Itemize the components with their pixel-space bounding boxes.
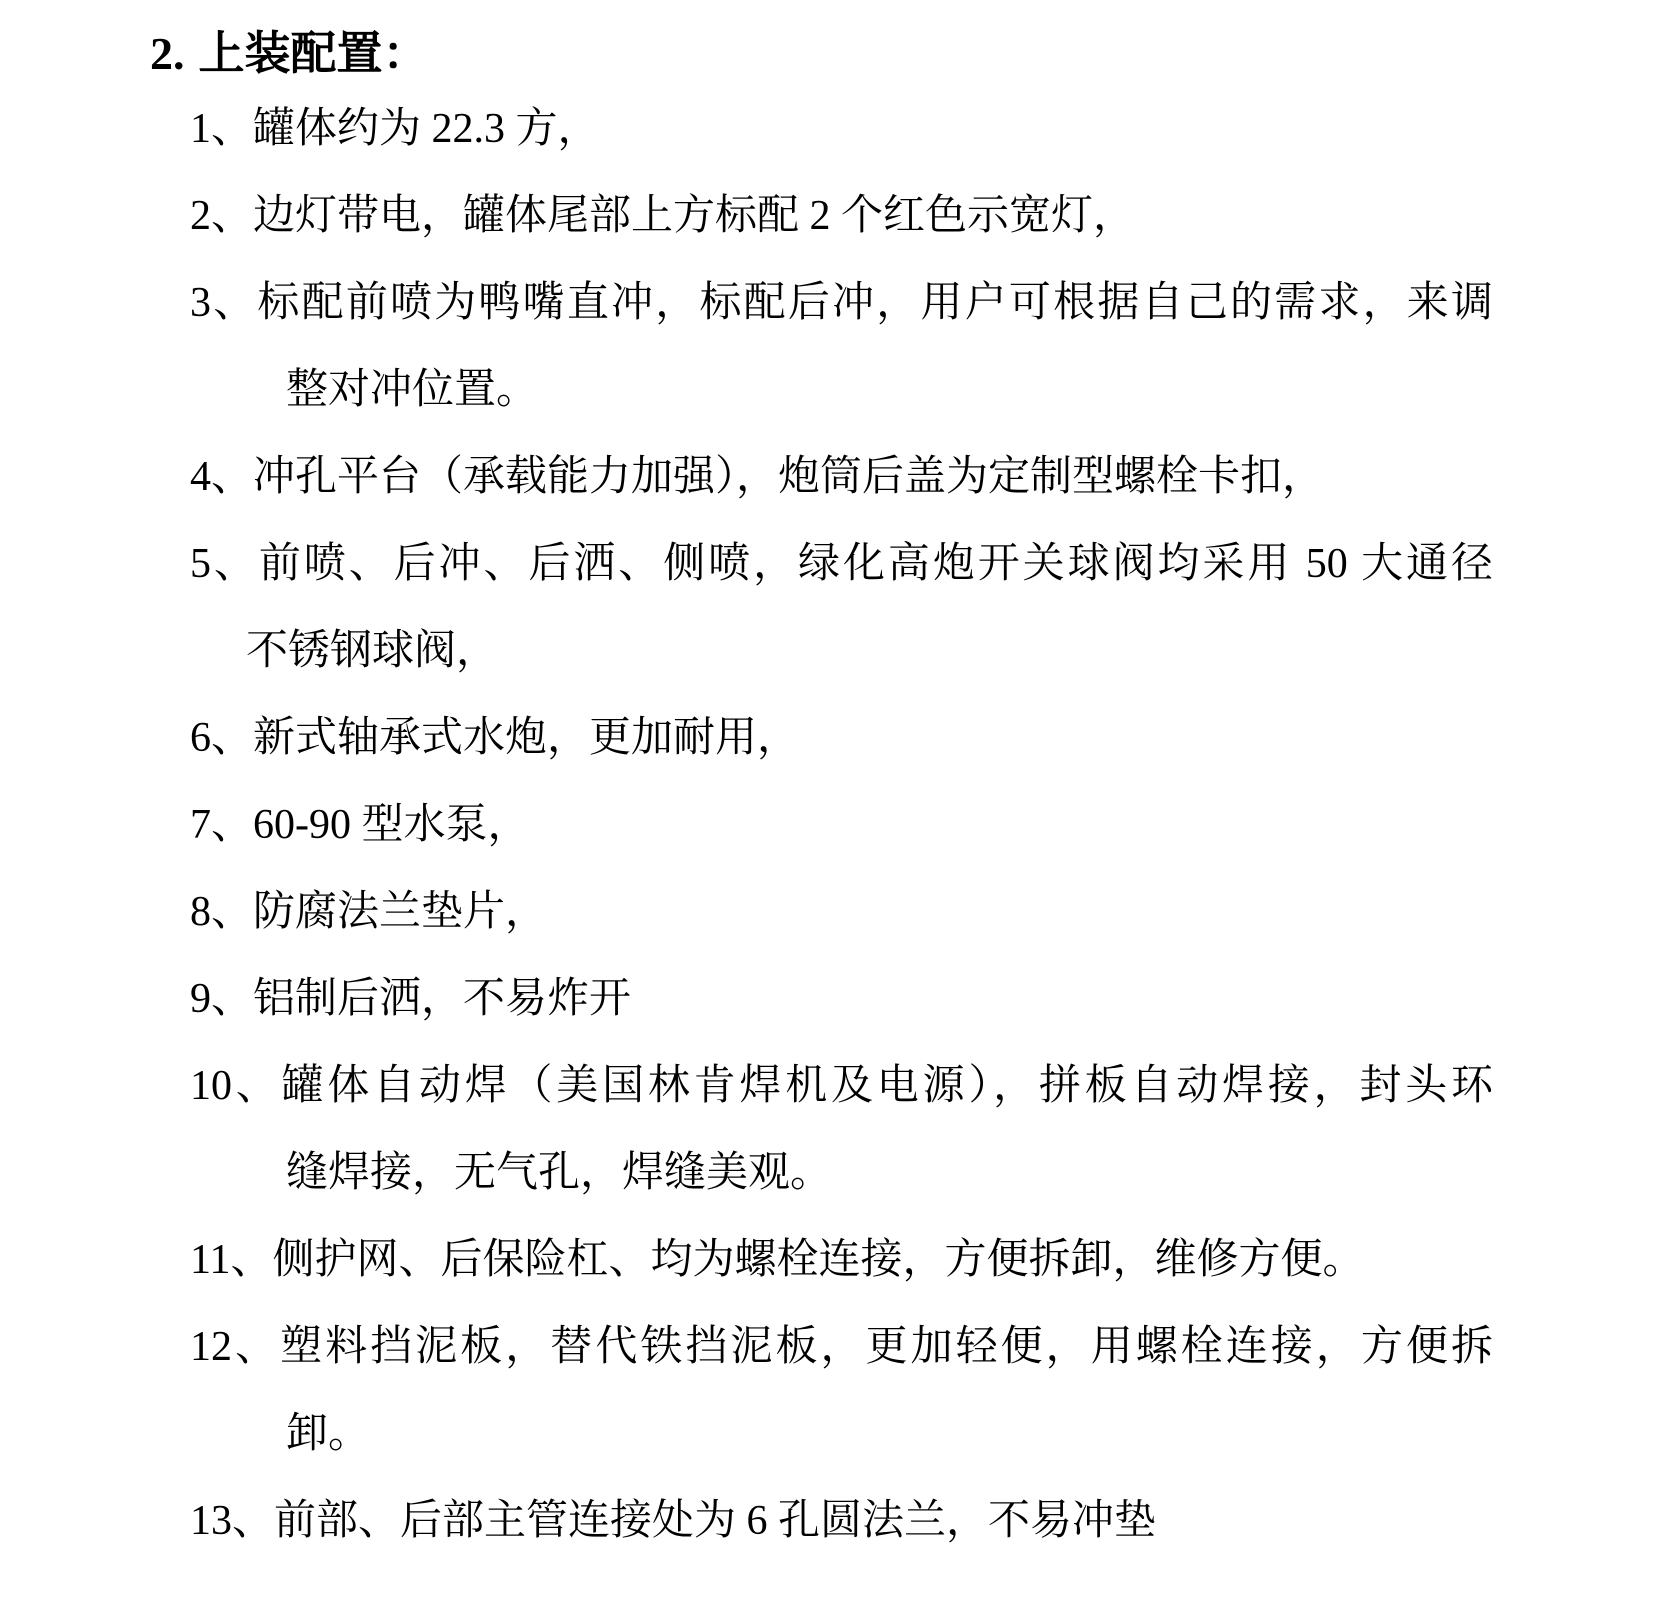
section-heading — [0, 0, 1654, 86]
text-line: 卸。 — [286, 1411, 371, 1457]
text-line: 整对冲位置。 — [286, 367, 539, 413]
text-line: 13、前部、后部主管连接处为 6 孔圆法兰，不易冲垫 — [190, 1498, 1157, 1544]
text-line: 5、前喷、后冲、后洒、侧喷，绿化高炮开关球阀均采用 50 大通径 — [190, 541, 1493, 587]
text-line: 6、新式轴承式水炮，更加耐用， — [190, 715, 800, 761]
section-title: 上装配置： — [198, 28, 429, 79]
text-line: 7、60-90 型水泵， — [190, 802, 530, 848]
text-line: 8、防腐法兰垫片， — [190, 889, 548, 935]
text-line: 不锈钢球阀， — [246, 628, 499, 674]
text-line: 9、铝制后洒，不易炸开 — [190, 976, 632, 1022]
text-line: 4、冲孔平台（承载能力加强），炮筒后盖为定制型螺栓卡扣， — [190, 454, 1325, 500]
section-number: 2. — [150, 28, 185, 79]
document-body — [0, 86, 1654, 1565]
text-line: 缝焊接，无气孔，焊缝美观。 — [286, 1150, 833, 1196]
text-line: 1、罐体约为 22.3 方， — [190, 106, 600, 152]
text-line: 12、塑料挡泥板，替代铁挡泥板，更加轻便，用螺栓连接，方便拆 — [190, 1324, 1493, 1370]
text-line: 3、标配前喷为鸭嘴直冲，标配后冲，用户可根据自己的需求，来调 — [190, 280, 1493, 326]
text-line: 11、侧护网、后保险杠、均为螺栓连接，方便拆卸，维修方便。 — [190, 1237, 1365, 1283]
text-line: 10、罐体自动焊（美国林肯焊机及电源），拼板自动焊接，封头环 — [190, 1063, 1493, 1109]
text-line: 2、边灯带电，罐体尾部上方标配 2 个红色示宽灯， — [190, 193, 1136, 239]
